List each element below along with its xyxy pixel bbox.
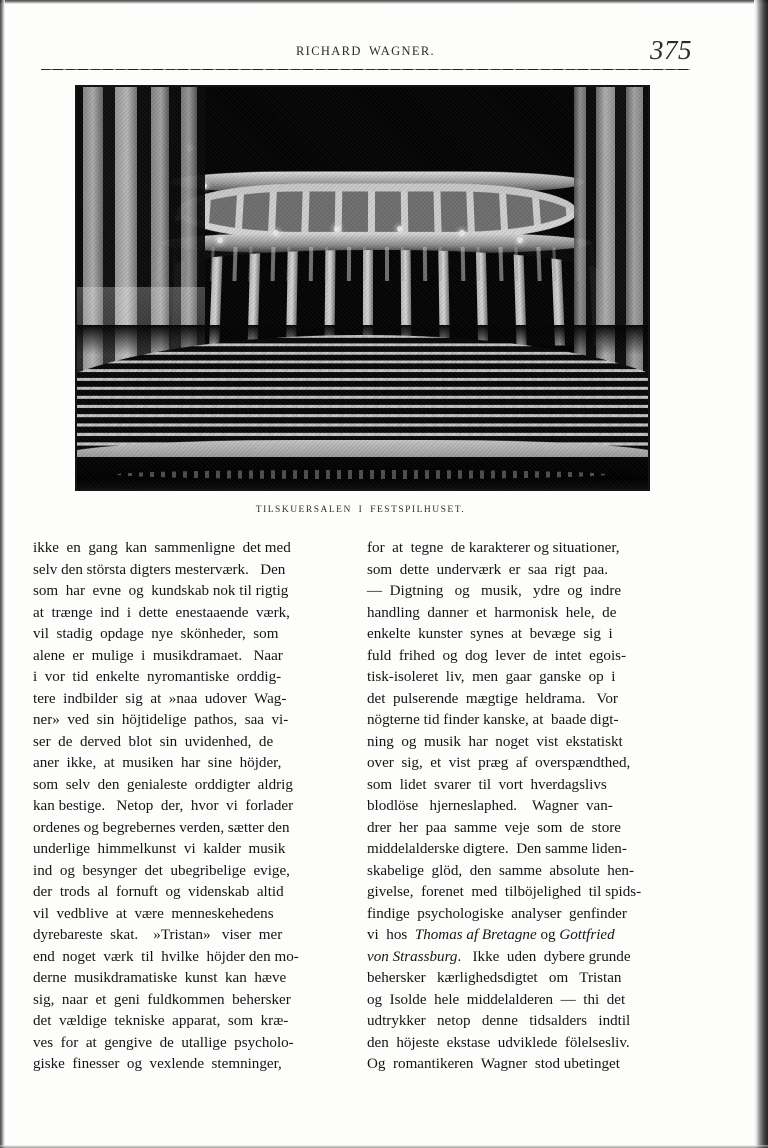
text-line: ning og musik har noget vist ekstatiskt (367, 733, 623, 750)
text-line: alene er mulige i musikdramaet. Naar (33, 647, 283, 664)
text-line: den höjeste ekstase udviklede fölelsesliv. (367, 1034, 630, 1051)
gas-lamp-icon (273, 230, 279, 236)
text-line: som selv den genialeste orddigter aldrig (33, 776, 293, 793)
text-line: udtrykker netop denne tidsalders indtil (367, 1013, 631, 1029)
text-line: det pulserende mægtige heldrama. Vor (367, 690, 618, 707)
body-column-left (33, 538, 355, 1076)
italic-name: Gottfried (559, 927, 615, 943)
scan-edge-left (0, 0, 5, 1148)
text-line: i vor tid enkelte nyromantiske orddig- (33, 669, 282, 685)
text-line: givelse, forenet med tilböjelighed til spids- (367, 884, 642, 900)
paragraph-right (367, 538, 689, 1076)
gas-lamp-icon (517, 237, 523, 243)
header-rule (41, 69, 690, 70)
scan-edge-right (754, 0, 768, 1148)
text-line: ordenes og begrebernes verden, sætter den (33, 819, 290, 836)
text-line: det vældige tekniske apparat, som kræ- (33, 1013, 289, 1029)
text-line: ves for at gengive de utallige psycholo- (33, 1034, 294, 1051)
text-line: von Strassburg. Ikke uden dybere grunde (367, 948, 631, 965)
drapery-row (150, 247, 604, 281)
text-line: blodlöse hjerneslaphed. Wagner van- (367, 798, 613, 814)
gas-lamp-icon (459, 230, 465, 236)
italic-name: Thomas af Bretagne (414, 927, 537, 943)
text-line: aner ikke, at musiken har sine höjder, (33, 755, 282, 771)
text-line: vil vedblive at være menneskehedens (33, 905, 274, 922)
text-line: for at tegne de karakterer og situationer, (367, 540, 620, 556)
running-head (41, 35, 692, 66)
text-line: — Digtning og musik, ydre og indre (367, 583, 622, 599)
text-line: og Isolde hele middelalderen — thi det (367, 991, 626, 1008)
text-line: som dette underværk er saa rigt paa. (367, 561, 609, 578)
figure-caption: TILSKUERSALEN I FESTSPILHUSET. (255, 505, 466, 515)
running-head-title: RICHARD WAGNER. (296, 44, 435, 58)
gas-lamp-icon (334, 226, 340, 232)
text-line: kan bestige. Netop der, hvor vi forlader (33, 798, 294, 814)
text-line: skabelige glöd, den samme absolute hen- (367, 862, 635, 879)
text-line: middelalderske digtere. Den samme liden- (367, 841, 627, 857)
text-line: ser de derved blot sin uvidenhed, de (33, 733, 274, 750)
figure-engraving (75, 85, 650, 491)
text-line: findige psychologiske analyser genfinder (367, 905, 627, 922)
text-line: selv den största digters mesterværk. Den (33, 561, 286, 578)
text-line: vil stadig opdage nye skönheder, som (33, 626, 279, 642)
text-line: end noget værk til hvilke höjder den mo- (33, 948, 299, 965)
text-line: tere indbilder sig at »naa udover Wag- (33, 690, 287, 707)
text-line: handling danner et harmonisk hele, de (367, 604, 617, 621)
text-line: giske finesser og vexlende stemninger, (33, 1056, 282, 1072)
text-line: drer her paa samme veje som de store (367, 819, 621, 836)
body-column-right (367, 538, 689, 1076)
gas-lamp-icon (397, 226, 403, 232)
scan-edge-top (0, 0, 768, 4)
text-line: fuld frihed og dog lever de intet egois- (367, 647, 627, 664)
paragraph-left (33, 538, 355, 1076)
text-line: ind og besynger det ubegribelige evige, (33, 862, 290, 879)
text-line: over sig, et vist præg af overspændthed, (367, 755, 631, 771)
italic-name: von Strassburg (367, 948, 458, 965)
page-number: 375 (650, 35, 692, 65)
text-line: ikke en gang kan sammenligne det med (33, 540, 291, 556)
front-row-seats (117, 470, 607, 479)
text-line: tisk-isoleret liv, men gaar ganske op i (367, 669, 616, 685)
text-line: sig, naar et geni fuldkommen behersker (33, 991, 291, 1008)
text-line: der trods al fornuft og videnskab altid (33, 884, 284, 900)
text-line: som lidet svarer til vort hverdagslivs (367, 776, 607, 793)
text-line: enkelte kunster synes at bevæge sig i (367, 626, 613, 642)
text-line: som har evne og kundskab nok til rigtig (33, 583, 289, 599)
gallery-upper-panels (175, 184, 580, 239)
text-line: derne musikdramatiske kunst kan hæve (33, 970, 287, 986)
text-line: nögterne tid finder kanske, at baade digt- (367, 712, 619, 728)
text-line: Og romantikeren Wagner stod ubetinget (367, 1056, 620, 1072)
text-line: underlige himmelkunst vi kalder musik (33, 841, 286, 857)
gas-lamp-icon (217, 237, 223, 243)
text-line: ner» ved sin höjtidelige pathos, saa vi- (33, 712, 289, 728)
engraving-inner (77, 87, 648, 489)
text-line: vi hos Thomas af Bretagne og Gottfried (367, 927, 615, 943)
text-line: at trænge ind i dette enestaaende værk, (33, 604, 290, 621)
text-line: dyrebareste skat. »Tristan» viser mer (33, 927, 283, 943)
text-line: behersker kærlighedsdigtet om Tristan (367, 970, 622, 986)
